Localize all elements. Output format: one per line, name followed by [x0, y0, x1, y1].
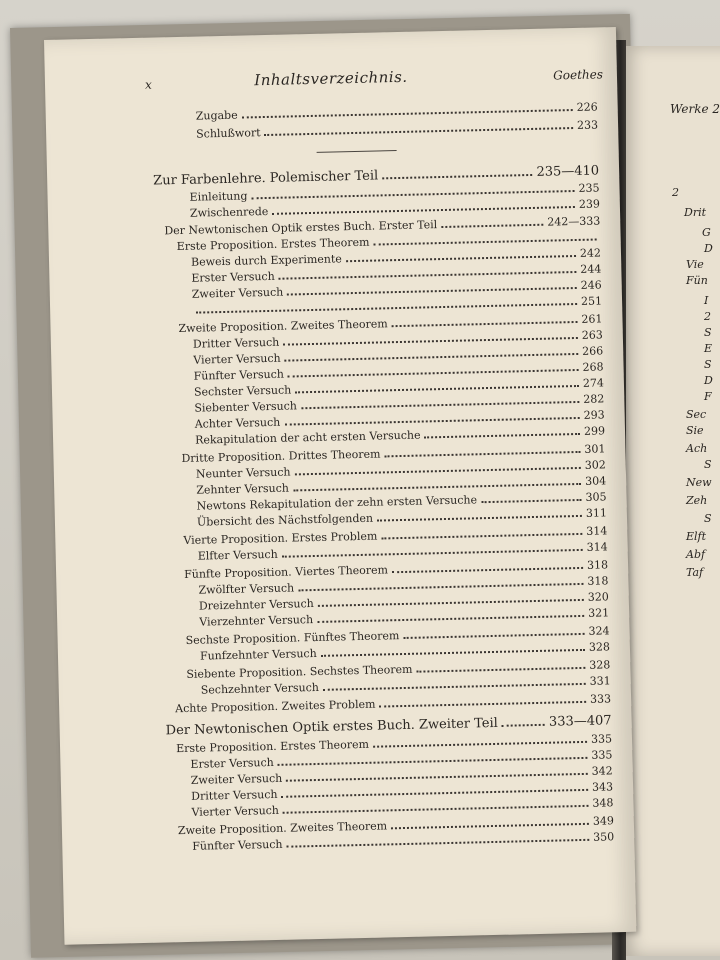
- toc-entry: Erste Proposition. Erstes Theorem: [177, 227, 601, 253]
- right-page-fragment: Drit: [684, 206, 707, 219]
- toc-entry: Elfter Versuch 314: [197, 540, 608, 563]
- toc-entry: Zugabe 226: [195, 100, 598, 123]
- right-page-fragment: D: [704, 242, 713, 255]
- right-page-fragment: Ach: [686, 442, 708, 455]
- right-page-fragment: Vie: [686, 258, 704, 271]
- toc-entry: Vierter Versuch 266: [193, 344, 604, 367]
- toc-entry: Dritter Versuch 343: [191, 780, 614, 803]
- right-page: [622, 46, 720, 956]
- right-page-fragment: Sie: [686, 424, 704, 437]
- right-page-fragment: Zeh: [686, 494, 708, 507]
- toc-entry: Rekapitulation der acht ersten Versuche 299: [194, 424, 606, 447]
- page-header: [45, 63, 617, 100]
- right-page-fragment: Sec: [686, 408, 707, 421]
- toc-entry: Erste Proposition. Erstes Theorem 335: [175, 732, 613, 756]
- right-page-fragment: S: [704, 512, 712, 525]
- toc-entry: Siebente Proposition. Sechstes Theorem 328: [186, 658, 611, 681]
- toc-entry: Zweite Proposition. Zweites Theorem 261: [178, 312, 603, 336]
- right-page-fragment: Taf: [686, 566, 704, 579]
- right-page-fragment: I: [704, 294, 709, 307]
- toc-entry: Zweite Proposition. Zweites Theorem 349: [177, 814, 615, 838]
- toc-entry: Siebenter Versuch 282: [194, 392, 605, 415]
- toc-entry: Vierzehnter Versuch 321: [199, 606, 610, 629]
- toc-entry: Achte Proposition. Zweites Problem 333: [175, 692, 612, 716]
- right-page-fragment: D: [704, 374, 713, 387]
- toc-entry: Dritte Proposition. Drittes Theorem 301: [181, 442, 606, 465]
- right-page-fragment: E: [704, 342, 713, 355]
- right-page-fragment: Elft: [686, 530, 707, 543]
- toc-entry: Fünfter Versuch 268: [193, 360, 604, 383]
- toc-entry: Zwölfter Versuch 318: [198, 574, 609, 597]
- right-page-fragment: 2: [672, 186, 679, 199]
- right-page-fragment: Abf: [686, 548, 706, 561]
- right-page-fragment: New: [686, 476, 712, 489]
- toc-entry: Zweiter Versuch 246: [191, 278, 602, 301]
- toc-entry: Fünfte Proposition. Viertes Theorem 318: [184, 558, 609, 581]
- toc-entry: Erster Versuch 244: [191, 262, 602, 285]
- right-page-fragment: S: [704, 358, 712, 371]
- toc-entry: Vierter Versuch 348: [191, 796, 614, 819]
- toc-entry: Erster Versuch 335: [190, 748, 613, 771]
- toc-entry: Dritter Versuch 263: [192, 328, 603, 351]
- toc-entry: Fünfter Versuch 350: [192, 830, 615, 853]
- toc-entry: Zweiter Versuch 342: [190, 764, 613, 787]
- book-page: [44, 27, 636, 945]
- right-page-running-head: Werke 2: [670, 102, 720, 116]
- page-number: x: [144, 77, 152, 92]
- toc-entry: Zwischenrede 239: [189, 197, 601, 220]
- running-head: Goethes: [553, 67, 604, 83]
- section-divider: [317, 150, 397, 153]
- toc-entry: Sechzehnter Versuch 331: [200, 674, 611, 697]
- right-page-fragment: S: [704, 458, 712, 471]
- right-page-fragment: S: [704, 326, 712, 339]
- page-title: Inhaltsverzeichnis.: [254, 67, 408, 90]
- right-page-fragment: Fün: [686, 274, 708, 287]
- toc-entry: Neunter Versuch 302: [195, 458, 606, 481]
- right-page-fragment: 2: [704, 310, 711, 323]
- toc-entry: Schlußwort 233: [196, 118, 599, 141]
- right-page-fragment: G: [702, 226, 711, 239]
- toc-entry: Übersicht des Nächstfolgenden 311: [196, 506, 608, 529]
- right-page-fragment: F: [704, 390, 712, 403]
- toc-entry: Der Newtonischen Optik erstes Buch. Erster Teil 242—333: [164, 214, 601, 238]
- toc-entry: Beweis durch Experimente 242: [190, 246, 602, 269]
- toc-entry: Zehnter Versuch 304: [196, 474, 607, 497]
- toc-entry: Einleitung 235: [189, 181, 600, 204]
- toc-entry: Der Newtonischen Optik erstes Buch. Zweiter Teil 333—407: [165, 713, 612, 739]
- toc-entry: Zur Farbenlehre. Polemischer Teil 235—410: [153, 163, 600, 189]
- toc-entry: Newtons Rekapitulation der zehn ersten Versuche 305: [196, 490, 607, 513]
- toc-entry: 251: [192, 291, 602, 316]
- toc-entry: Funfzehnter Versuch 328: [199, 640, 611, 663]
- toc-entry: Dreizehnter Versuch 320: [198, 590, 609, 613]
- toc-entry: Sechste Proposition. Fünftes Theorem 324: [185, 624, 610, 647]
- toc-entry: Vierte Proposition. Erstes Problem 314: [183, 524, 608, 547]
- toc-entry: Achter Versuch 293: [194, 408, 605, 431]
- toc-entry: Sechster Versuch 274: [193, 376, 605, 399]
